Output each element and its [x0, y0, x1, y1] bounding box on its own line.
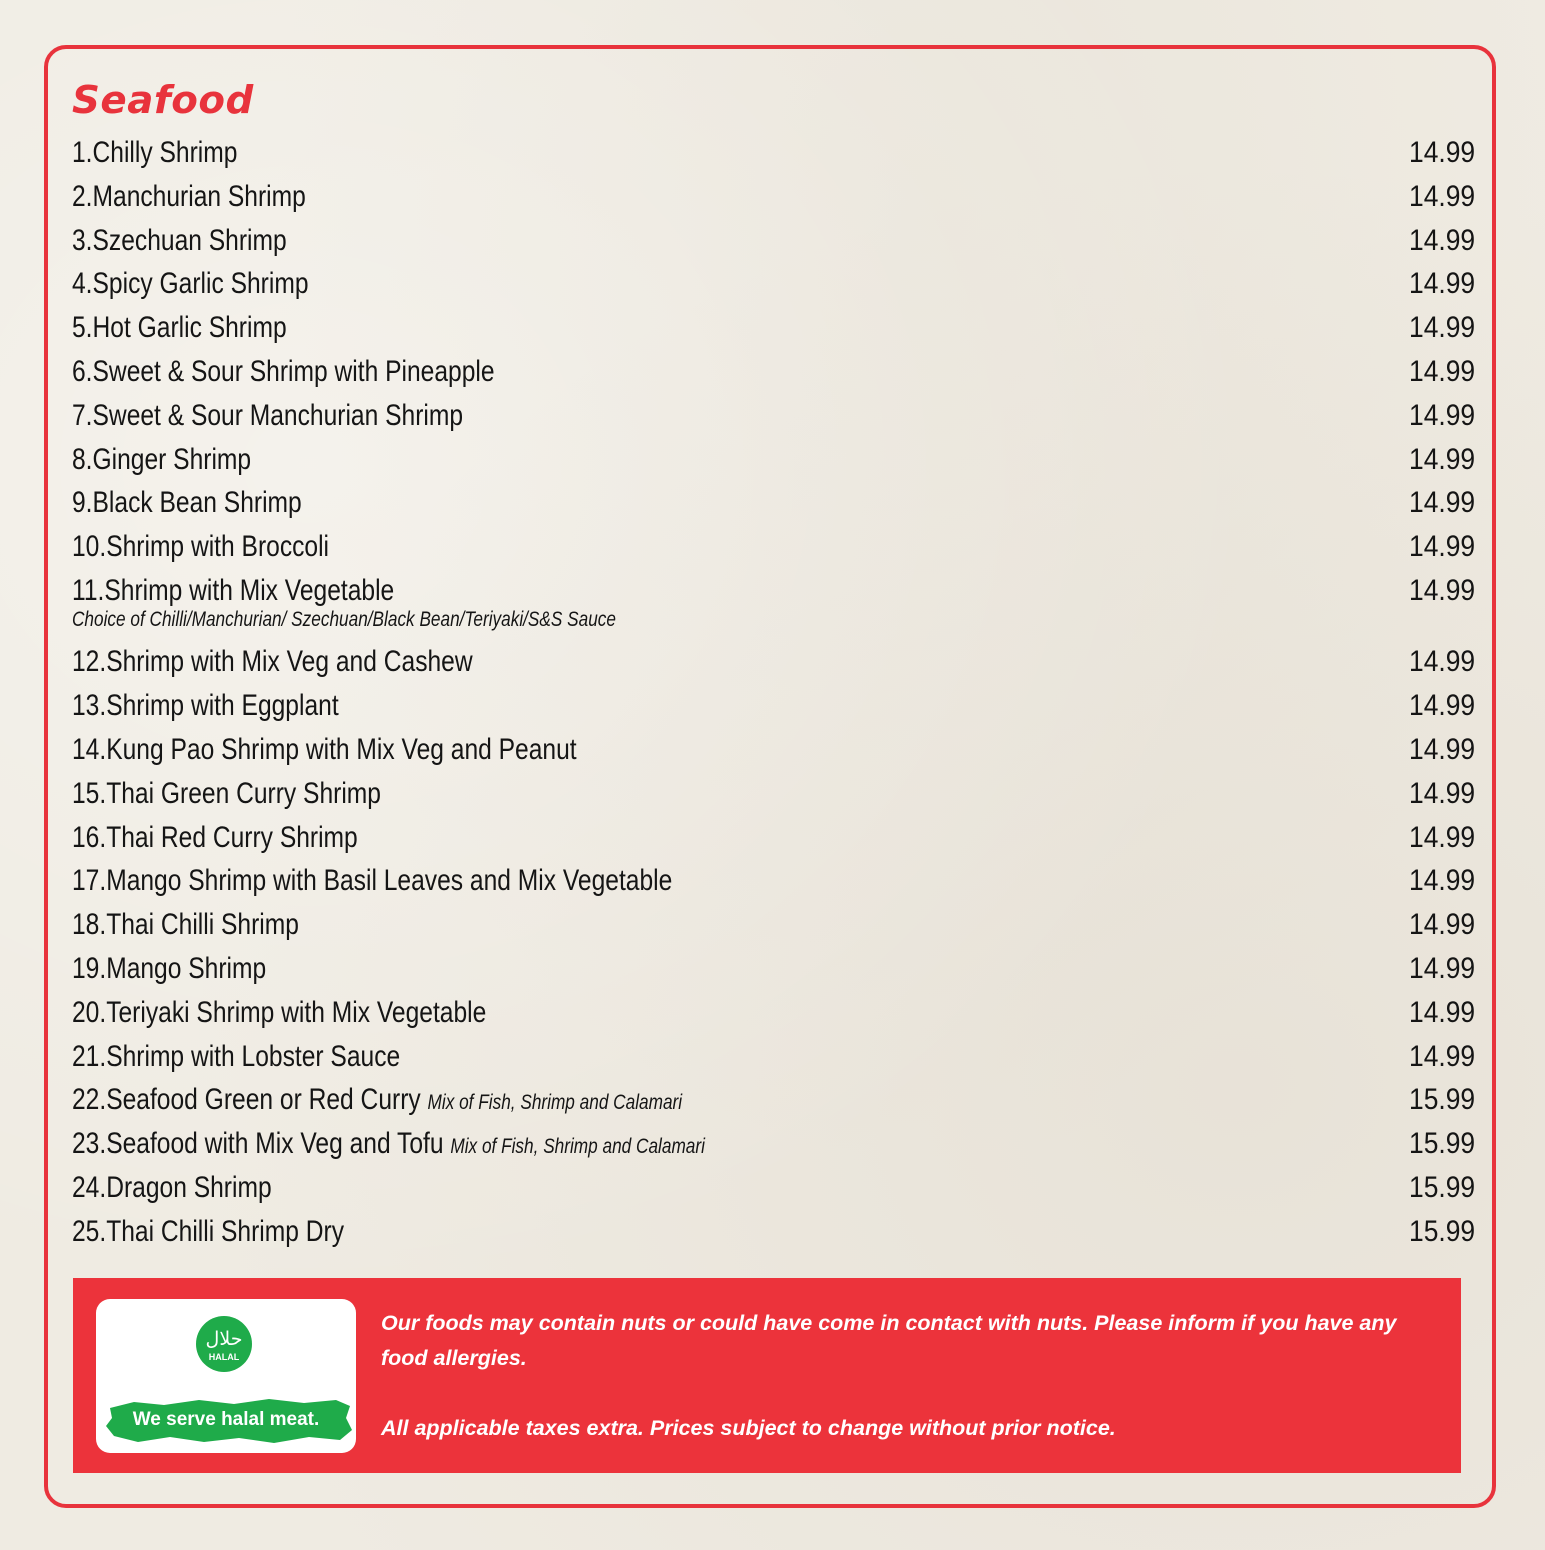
menu-item-name: 25.Thai Chilli Shrimp Dry	[72, 1214, 345, 1248]
menu-item	[72, 991, 1475, 1035]
menu-item	[72, 262, 1475, 306]
menu-item-name-line	[72, 438, 251, 482]
menu-item	[72, 859, 1475, 903]
halal-seal-icon	[194, 1314, 254, 1374]
menu-item-line	[72, 1122, 844, 1166]
menu-item-name: 8.Ginger Shrimp	[72, 442, 252, 476]
menu-item-line	[72, 306, 334, 350]
menu-item-price: 14.99	[1408, 732, 1475, 766]
halal-logo-arabic: حلال	[205, 1328, 243, 1350]
menu-item-name: 23.Seafood with Mix Veg and Tofu	[72, 1127, 444, 1161]
menu-item	[72, 728, 1475, 772]
menu-item-name: 17.Mango Shrimp with Basil Leaves and Mix Vegetable	[72, 864, 673, 898]
halal-card	[96, 1299, 356, 1453]
halal-banner-text: We serve halal meat.	[132, 1409, 320, 1430]
menu-item	[72, 350, 1475, 394]
menu-item	[72, 640, 1475, 684]
menu-item-price: 14.99	[1408, 442, 1475, 476]
menu-item	[72, 1078, 1475, 1122]
menu-item-line	[72, 175, 357, 219]
menu-item-line	[72, 772, 449, 816]
menu-item	[72, 1210, 1475, 1254]
menu-item-name-line	[72, 640, 473, 684]
menu-item-name-line	[72, 350, 495, 394]
menu-item-line	[72, 816, 420, 860]
menu-item-line	[72, 684, 397, 728]
menu-item-line	[72, 1035, 472, 1079]
menu-item-price: 14.99	[1408, 179, 1475, 213]
menu-item	[72, 816, 1475, 860]
menu-item-line	[72, 1210, 404, 1254]
menu-item-name: 12.Shrimp with Mix Veg and Cashew	[72, 645, 473, 679]
menu-item	[72, 903, 1475, 947]
menu-item-name-line	[72, 306, 287, 350]
menu-item-name-line	[72, 525, 329, 569]
menu-item-name-line	[72, 394, 463, 438]
menu-item-name-line	[72, 684, 339, 728]
menu-item-name: 2.Manchurian Shrimp	[72, 179, 306, 213]
menu-item-line	[72, 1078, 816, 1122]
menu-item-price: 14.99	[1408, 311, 1475, 345]
menu-item-line	[72, 438, 290, 482]
section-title: Seafood	[72, 78, 254, 122]
menu-item	[72, 772, 1475, 816]
menu-item-name-line	[72, 991, 486, 1035]
menu-item-price: 14.99	[1408, 820, 1475, 854]
menu-item-name: 15.Thai Green Curry Shrimp	[72, 776, 381, 810]
menu-item-price: 14.99	[1408, 398, 1475, 432]
menu-item-price: 14.99	[1408, 951, 1475, 985]
menu-item	[72, 1166, 1475, 1210]
menu-item-name: 19.Mango Shrimp	[72, 951, 267, 985]
menu-item	[72, 525, 1475, 569]
menu-item-line	[72, 991, 577, 1035]
menu-item-price: 15.99	[1408, 1083, 1475, 1117]
menu-item-line	[72, 262, 360, 306]
menu-item-name-line	[72, 859, 672, 903]
menu-item-line	[72, 1166, 315, 1210]
menu-item-line	[72, 131, 274, 175]
notice-panel	[73, 1278, 1461, 1473]
menu-item-name-line	[72, 175, 306, 219]
menu-item-name: 10.Shrimp with Broccoli	[72, 530, 330, 564]
menu-item-line	[72, 481, 352, 525]
menu-item-name-line	[72, 728, 577, 772]
menu-item-price: 14.99	[1408, 530, 1475, 564]
menu-item-name-line	[72, 903, 299, 947]
menu-item-line	[72, 859, 804, 903]
menu-item-name: 16.Thai Red Curry Shrimp	[72, 820, 358, 854]
menu-item-price: 15.99	[1408, 1127, 1475, 1161]
menu-item-name: 11.Shrimp with Mix Vegetable	[72, 573, 395, 607]
menu-item-line	[72, 394, 549, 438]
menu-item-line	[72, 525, 385, 569]
menu-item-price: 15.99	[1408, 1214, 1475, 1248]
menu-item-name: 1.Chilly Shrimp	[72, 136, 238, 169]
menu-item-name-line	[72, 131, 237, 175]
menu-item-price: 14.99	[1408, 864, 1475, 898]
notice-text	[381, 1306, 1441, 1446]
menu-item-name-line	[72, 816, 358, 860]
menu-item-name: 22.Seafood Green or Red Curry	[72, 1083, 421, 1117]
menu-item-note: Choice of Chilli/Manchurian/ Szechuan/Black Bean/Teriyaki/S&S Sauce	[72, 607, 617, 631]
menu-item-price: 14.99	[1408, 1039, 1475, 1073]
menu-item-price: 14.99	[1408, 354, 1475, 388]
tax-notice: All applicable taxes extra. Prices subject to change without prior notice.	[381, 1416, 1116, 1440]
allergy-notice: Our foods may contain nuts or could have come in contact with nuts. Please inform if you have any food allergies.	[381, 1311, 1397, 1370]
menu-item-name: 14.Kung Pao Shrimp with Mix Veg and Peanut	[72, 732, 577, 766]
menu-item	[72, 481, 1475, 525]
menu-item-inline-note: Mix of Fish, Shrimp and Calamari	[450, 1135, 705, 1159]
menu-item-name-line	[72, 1210, 344, 1254]
menu-item-line	[72, 219, 334, 263]
menu-item-name: 24.Dragon Shrimp	[72, 1170, 272, 1204]
menu-item	[72, 219, 1475, 263]
menu-item-name: 3.Szechuan Shrimp	[72, 223, 287, 257]
menu-item-price: 14.99	[1408, 776, 1475, 810]
menu-item-line	[72, 947, 309, 991]
menu-item-line	[72, 640, 561, 684]
menu-item-name: 4.Spicy Garlic Shrimp	[72, 267, 309, 301]
menu-item-inline-note: Mix of Fish, Shrimp and Calamari	[427, 1091, 683, 1115]
menu-item	[72, 1122, 1475, 1166]
menu-item-price: 14.99	[1408, 908, 1475, 942]
menu-item	[72, 306, 1475, 350]
menu-item	[72, 394, 1475, 438]
menu-item-price: 14.99	[1408, 267, 1475, 301]
menu-item-name: 18.Thai Chilli Shrimp	[72, 908, 299, 942]
menu-item-price: 14.99	[1408, 486, 1475, 520]
menu-item-line	[72, 350, 587, 394]
menu-item-name: 13.Shrimp with Eggplant	[72, 689, 339, 723]
menu-item-name-line	[72, 1078, 682, 1125]
menu-item-price: 14.99	[1408, 645, 1475, 679]
menu-item-price: 15.99	[1408, 1170, 1475, 1204]
menu-item-name: 7.Sweet & Sour Manchurian Shrimp	[72, 398, 464, 432]
menu-list	[72, 131, 1475, 1254]
menu-item-name-line	[72, 219, 287, 263]
menu-item-line	[72, 903, 349, 947]
menu-item-price: 14.99	[1408, 223, 1475, 257]
menu-item	[72, 438, 1475, 482]
menu-item-price: 14.99	[1408, 573, 1475, 607]
menu-item	[72, 175, 1475, 219]
menu-item-name-line	[72, 1122, 705, 1169]
menu-item-line	[72, 728, 687, 772]
menu-item-name-line	[72, 481, 302, 525]
menu-item-name: 6.Sweet & Sour Shrimp with Pineapple	[72, 354, 495, 388]
menu-item-name: 9.Black Bean Shrimp	[72, 486, 302, 520]
menu-item	[72, 569, 1475, 640]
menu-item-price: 14.99	[1408, 136, 1475, 169]
menu-item	[72, 684, 1475, 728]
menu-item-name-line	[72, 262, 309, 306]
menu-item	[72, 131, 1475, 175]
menu-item-price: 14.99	[1408, 995, 1475, 1029]
menu-item-name-line	[72, 947, 266, 991]
halal-logo-text: HALAL	[208, 1352, 240, 1362]
menu-item	[72, 1035, 1475, 1079]
menu-item	[72, 947, 1475, 991]
menu-item-name-line	[72, 1166, 272, 1210]
menu-item-name: 5.Hot Garlic Shrimp	[72, 311, 287, 345]
menu-item-name: 20.Teriyaki Shrimp with Mix Vegetable	[72, 995, 487, 1029]
menu-item-name-line	[72, 772, 381, 816]
menu-item-name: 21.Shrimp with Lobster Sauce	[72, 1039, 401, 1073]
menu-item-name-line	[72, 1035, 400, 1079]
menu-item-price: 14.99	[1408, 689, 1475, 723]
